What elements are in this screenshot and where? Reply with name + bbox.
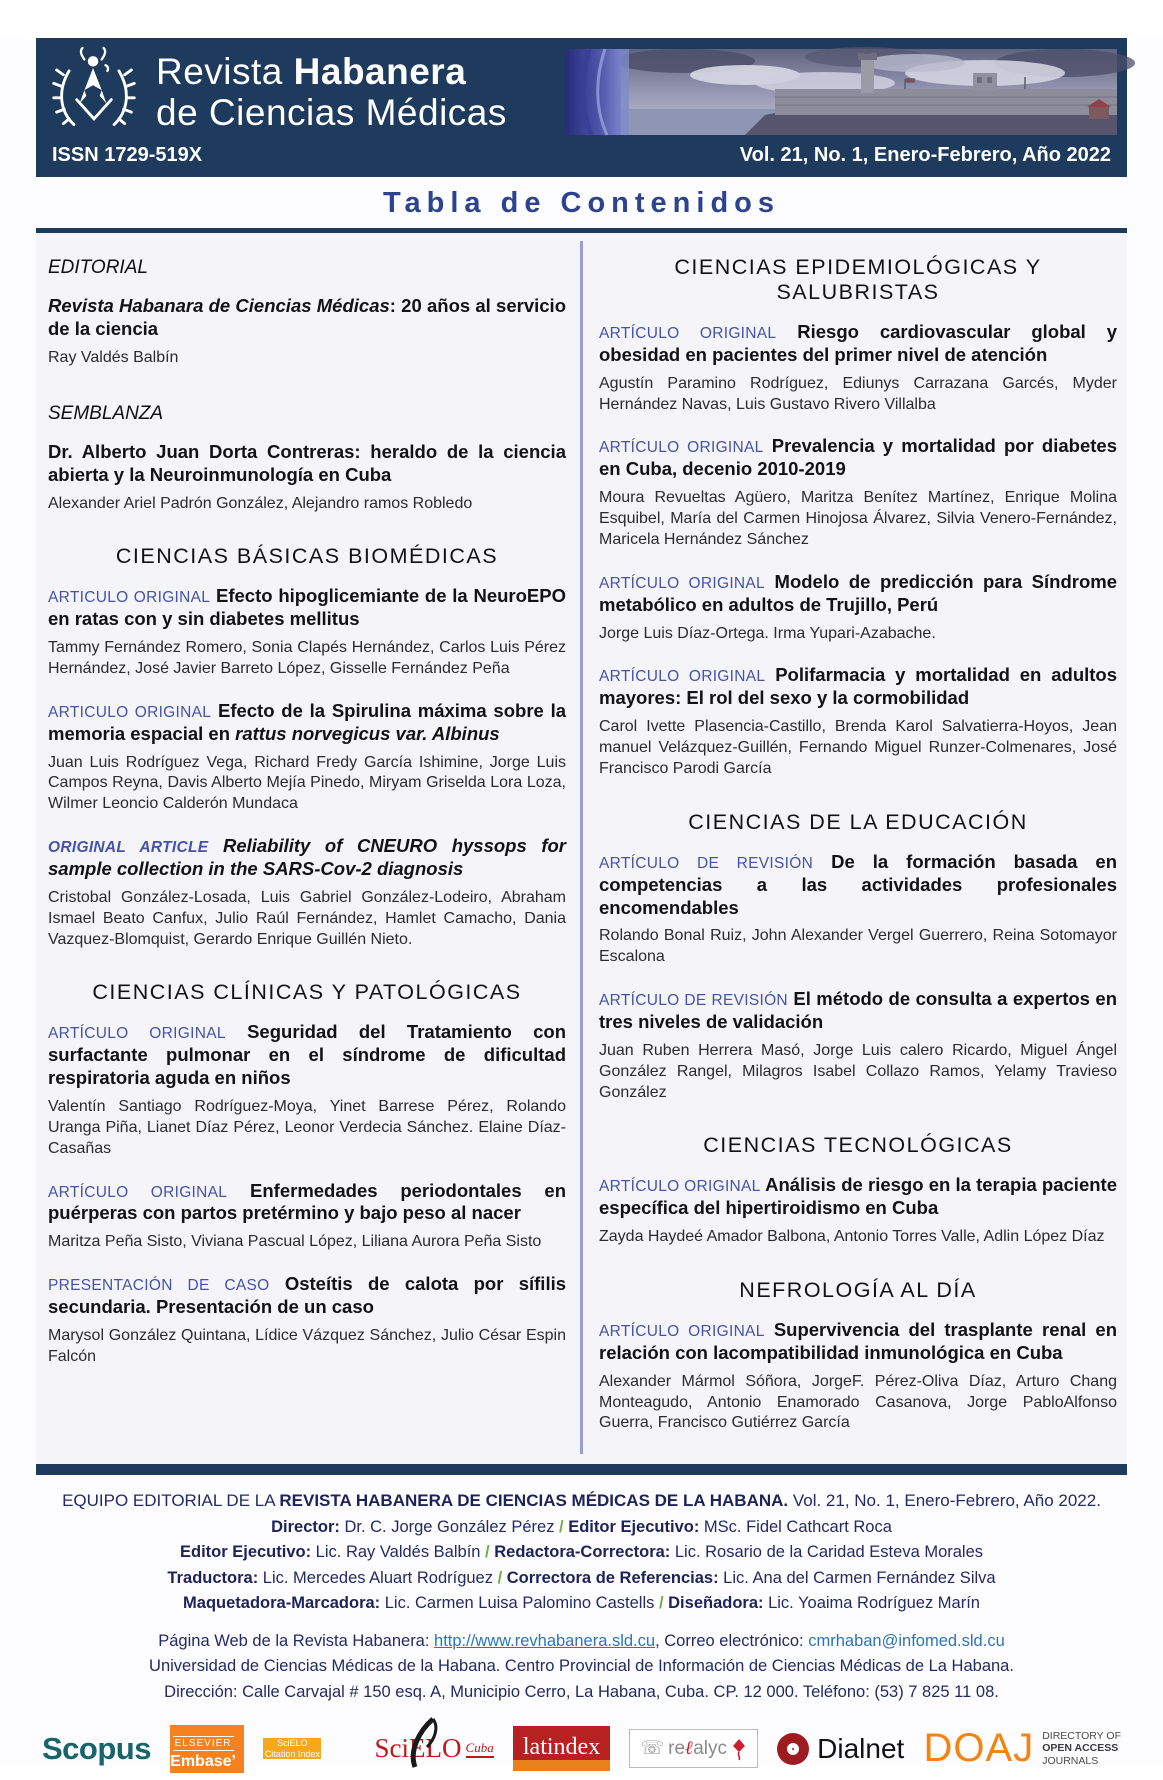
website-link[interactable]: http://www.revhabanera.sld.cu (434, 1631, 656, 1650)
logo-doaj[interactable]: DOAJ DIRECTORY OF OPEN ACCESS JOURNALS (923, 1726, 1121, 1771)
article-title (48, 585, 566, 631)
toc-page (0, 38, 1163, 1771)
article-title (48, 1021, 566, 1090)
article-entry (599, 571, 1117, 645)
slash-separator: / (492, 1568, 507, 1587)
article-title-text: Modelo de predicción para Síndrome metabólico en adultos de Trujillo, Perú (599, 570, 1117, 615)
credit-lines (0, 1515, 1163, 1617)
article-entry (599, 1174, 1117, 1248)
address-line: Dirección: Calle Carvajal # 150 esq. A, Municipio Cerro, La Habana, Cuba. CP. 12 000. Teléfono: (53) 7 825 11 08. (164, 1683, 999, 1701)
article-title (599, 435, 1117, 481)
article-title-text: El método de consulta a expertos en tres niveles de validación (599, 988, 1117, 1033)
article-kind-label: ARTÍCULO ORIGINAL (599, 1323, 765, 1341)
logo-dialnet[interactable]: Dialnet (777, 1733, 904, 1765)
article-title-text: rattus norvegicus var. Albinus (235, 722, 500, 744)
article-entry (48, 585, 566, 679)
article-entry (48, 1273, 566, 1367)
article-authors: Tammy Fernández Romero, Sonia Clapés Hernández, Carlos Luis Pérez Hernández, José Javier Barreto López, Gisselle Fernández Peña (48, 639, 566, 678)
credit-line: Editor Ejecutivo: Lic. Ray Valdés Balbín / Redactora-Correctora: Lic. Rosario de la Caridad Esteva Morales (179, 1543, 984, 1562)
article-title-text: Reliability of CNEURO hyssops for sample collection in the SARS-Cov-2 diagnosis (48, 835, 567, 880)
article-title (48, 1180, 566, 1226)
email-link[interactable]: cmrhaban@infomed.sld.cu (808, 1631, 1005, 1650)
article-kind-label: ARTÍCULO ORIGINAL (599, 325, 777, 342)
article-kind-label: ARTÍCULO ORIGINAL (599, 574, 765, 592)
article-authors: Alexander Ariel Padrón González, Alejandro ramos Robledo (48, 494, 473, 512)
article-authors: Juan Luis Rodríguez Vega, Richard Fredy García Ishimine, Jorge Luis Campos Reyna, Davis Alberto Mejía Pinedo, Miryam Griselda Lora Loza, Wilmer Leoncio Calderón Mundaca (48, 753, 566, 813)
article-title-text: Enfermedades periodontales en puérperas con partos pretérmino y bajo peso al nacer (48, 1179, 566, 1224)
article-title-text: : 20 años al servicio de la ciencia (48, 295, 566, 339)
article-authors: Rolando Bonal Ruiz, John Alexander Vergel Guerrero, Reina Sotomayor Escalona (599, 927, 1117, 966)
article-title-text: Riesgo cardiovascular global y obesidad en pacientes del primer nivel de atención (599, 321, 1117, 365)
article-kind-label: ARTÍCULO ORIGINAL (48, 1183, 228, 1201)
logo-redalyc[interactable]: ☏ reℓalyc (629, 1729, 758, 1768)
article-entry (48, 441, 566, 515)
article-entry (599, 321, 1117, 415)
article-kind-label: PRESENTACIÓN DE CASO (48, 1277, 270, 1295)
article-title-text: Revista Habanara de Ciencias Médicas (48, 295, 390, 316)
article-title-text: Supervivencia del trasplante renal en relación con lacompatibilidad inmunológica en Cuba (599, 1319, 1118, 1363)
article-authors: Marysol González Quintana, Lídice Vázquez Sánchez, Julio César Espin Falcón (48, 1327, 566, 1365)
article-title-text: Seguridad del Tratamiento con surfactante pulmonar en el síndrome de dificultad respiratoria aguda en niños (48, 1021, 567, 1089)
article-title (599, 851, 1117, 920)
article-kind-label: ARTÍCULO ORIGINAL (599, 1178, 761, 1196)
article-kind-label: ARTÍCULO ORIGINAL (599, 439, 764, 457)
credit-role-label: Director: (271, 1517, 340, 1536)
credit-role-label: Editor Ejecutivo: (179, 1543, 312, 1562)
credit-line: Traductora: Lic. Mercedes Aluart Rodríguez / Correctora de Referencias: Lic. Ana del Carmen Fernández Silva (167, 1568, 996, 1587)
article-authors: Carol Ivette Plasencia-Castillo, Brenda Karol Salvatierra-Hoyos, Jean manuel Velázquez-Guillén, Fernando Miguel Runzer-Colmenares, José Francisco Parodi García (599, 718, 1117, 777)
credit-role-label: Traductora: (167, 1568, 259, 1587)
article-title-text: Polifarmacia y mortalidad en adultos mayores: El rol del sexo y la cormobilidad (599, 664, 1118, 709)
journal-title: Revista Habanera de Ciencias Médicas (156, 50, 507, 133)
article-title (599, 1319, 1117, 1365)
journal-emblem-icon (48, 46, 140, 138)
article-entry (599, 1319, 1117, 1434)
article-title-text: Osteítis de calota por sífilis secundaria. Presentación de un caso (48, 1273, 567, 1318)
article-title-text: Análisis de riesgo en la terapia paciente específica del hipertiroidismo en Cuba (599, 1174, 1117, 1219)
article-title (599, 1174, 1117, 1220)
credit-role-label: Redactora-Correctora: (494, 1543, 671, 1562)
kite-icon (731, 1738, 747, 1760)
article-title (599, 988, 1117, 1034)
article-authors: Zayda Haydeé Amador Balbona, Antonio Torres Valle, Adlin López Díaz (599, 1228, 1105, 1246)
article-title (48, 295, 566, 341)
article-title (599, 571, 1117, 617)
article-kind-label: ARTICULO ORIGINAL (48, 589, 211, 607)
toc-section-heading: CIENCIAS BÁSICAS BIOMÉDICAS (115, 544, 499, 569)
article-kind-label: ARTICULO ORIGINAL (48, 703, 212, 721)
article-authors: Alexander Mármol Sóñora, JorgeF. Pérez-Oliva Díaz, Arturo Chang Monteagudo, Antonio Enamorado Casanova, Jorge PabloAlfonso Guerra, Francisco Gutiérrez García (599, 1372, 1117, 1432)
article-authors: Jorge Luis Díaz-Ortega. Irma Yupari-Azabache. (599, 624, 936, 642)
article-authors: Valentín Santiago Rodríguez-Moya, Yinet Barrese Pérez, Rolando Uranga Piña, Lianet Díaz Pérez, Leonor Verdecia Sánchez. Elaine Díaz-Casañas (48, 1098, 566, 1157)
morro-castle-photo (565, 49, 1117, 135)
logo-scielo-cuba[interactable]: SciELO Cuba (375, 1733, 494, 1764)
article-title-text: Prevalencia y mortalidad por diabetes en Cuba, decenio 2010-2019 (599, 435, 1117, 480)
volume-label: Vol. 21, No. 1, Enero-Febrero, Año 2022 (739, 144, 1111, 166)
article-entry (599, 435, 1117, 550)
article-entry (599, 851, 1117, 968)
article-kind-label: ORIGINAL ARTICLE (48, 839, 209, 857)
table-of-contents (36, 228, 1127, 1464)
article-authors: Agustín Paramino Rodríguez, Ediunys Carrazana Garcés, Myder Hernández Navas, Luis Gustavo Rivero Villalba (599, 374, 1117, 413)
logo-latindex[interactable]: latindex (513, 1726, 610, 1771)
article-kind-label: ARTÍCULO ORIGINAL (599, 668, 766, 686)
website-line: Página Web de la Revista Habanera: http://www.revhabanera.sld.cu, Correo electrónico: cmrhaban@infomed.sld.cu (158, 1631, 1005, 1650)
logo-scielo-citation-index[interactable]: SciELO Citation Index (264, 1737, 320, 1759)
logo-scopus[interactable]: Scopus (42, 1730, 151, 1766)
article-entry (48, 700, 566, 815)
phone-icon: ☏ (640, 1738, 665, 1760)
article-entry (48, 835, 566, 950)
address-line: Universidad de Ciencias Médicas de la Habana. Centro Provincial de Información de Ciencias Médicas de La Habana. (149, 1657, 1014, 1676)
credit-role-label: Diseñadora: (668, 1594, 764, 1613)
toc-section-heading: CIENCIAS CLÍNICAS Y PATOLÓGICAS (92, 980, 522, 1005)
article-entry (599, 988, 1117, 1103)
article-title (48, 835, 566, 881)
article-entry (48, 1180, 566, 1254)
footer-separator-bar (36, 1464, 1127, 1475)
scielo-swoosh-icon (399, 1717, 443, 1769)
journal-header (36, 38, 1127, 177)
slash-separator: / (654, 1594, 669, 1613)
slash-separator: / (480, 1543, 495, 1562)
article-authors: Moura Revueltas Agüero, Maritza Benítez Martínez, Enrique Molina Esquibel, María del Carmen Hinojosa Álvarez, Silvia Venero-Fernández, Maricela Hernández Sánchez (599, 489, 1117, 548)
article-authors: Ray Valdés Balbín (48, 348, 179, 366)
article-entry (48, 1021, 566, 1159)
page-title: Tabla de Contenidos (382, 187, 781, 219)
logo-elsevier-embase[interactable]: ELSEVIER Embase’ (170, 1725, 244, 1773)
article-authors: Cristobal González-Losada, Luis Gabriel González-Lodeiro, Abraham Ismael Beato Canfux, Julio Raúl Fernández, Hamlet Camacho, Dania Vazquez-Blomquist, Gerardo Enrique Guillén Nieto. (48, 888, 566, 948)
article-title (48, 1273, 566, 1319)
article-kind-label: ARTÍCULO DE REVISIÓN (599, 992, 788, 1010)
article-kind-label: ARTÍCULO ORIGINAL (48, 1025, 226, 1043)
article-title (599, 664, 1117, 710)
index-logos-row (42, 1718, 1121, 1780)
footer (0, 1475, 1163, 1705)
slash-separator: / (554, 1517, 569, 1536)
article-authors: Juan Ruben Herrera Masó, Jorge Luis calero Ricardo, Miguel Ángel González Rangel, Milagros Isabel Collazo Ramos, Yelamy Travieso González (599, 1041, 1117, 1101)
toc-right-column (583, 241, 1127, 1454)
toc-section-heading: NEFROLOGÍA AL DÍA (739, 1278, 977, 1303)
article-title-text: Dr. Alberto Juan Dorta Contreras: heraldo de la ciencia abierta y la Neuroinmunología en Cuba (48, 440, 566, 485)
toc-section-heading: CIENCIAS TECNOLÓGICAS (703, 1133, 1013, 1158)
credit-role-label: Editor Ejecutivo: (568, 1517, 700, 1536)
toc-section-heading: CIENCIAS DE LA EDUCACIÓN (688, 809, 1028, 834)
dialnet-target-icon (777, 1733, 809, 1765)
article-entry (599, 664, 1117, 779)
toc-section-heading: CIENCIAS EPIDEMIOLÓGICAS Y SALUBRISTAS (674, 255, 1042, 304)
credit-line: Maquetadora-Marcadora: Lic. Carmen Luisa Palomino Castells / Diseñadora: Lic. Yoaima Rodríguez Marín (183, 1594, 980, 1613)
toc-category-label: SEMBLANZA (48, 402, 164, 424)
toc-left-column (36, 241, 580, 1454)
article-title (48, 700, 566, 746)
issn-label: ISSN 1729-519X (52, 144, 203, 166)
credit-line: Director: Dr. C. Jorge González Pérez / Editor Ejecutivo: MSc. Fidel Cathcart Roca (271, 1517, 892, 1536)
article-title-text: Efecto de la Spirulina máxima sobre la memoria espacial en (48, 699, 567, 744)
credit-role-label: Maquetadora-Marcadora: (183, 1594, 381, 1613)
article-entry (48, 295, 566, 369)
article-title-text: Efecto hipoglicemiante de la NeuroEPO en ratas con y sin diabetes mellitus (48, 585, 567, 630)
article-title (48, 441, 566, 487)
editorial-team-line: EQUIPO EDITORIAL DE LA REVISTA HABANERA DE CIENCIAS MÉDICAS DE LA HABANA. Vol. 21, No. 1, Enero-Febrero, Año 2022. (62, 1491, 1101, 1511)
article-title (599, 321, 1117, 367)
credit-role-label: Correctora de Referencias: (506, 1568, 719, 1587)
toc-category-label: EDITORIAL (48, 257, 148, 278)
article-title-text: De la formación basada en competencias a las actividades profesionales encomendables (599, 850, 1117, 918)
article-kind-label: ARTÍCULO DE REVISIÓN (599, 854, 814, 872)
article-authors: Maritza Peña Sisto, Viviana Pascual López, Liliana Aurora Peña Sisto (48, 1233, 542, 1251)
